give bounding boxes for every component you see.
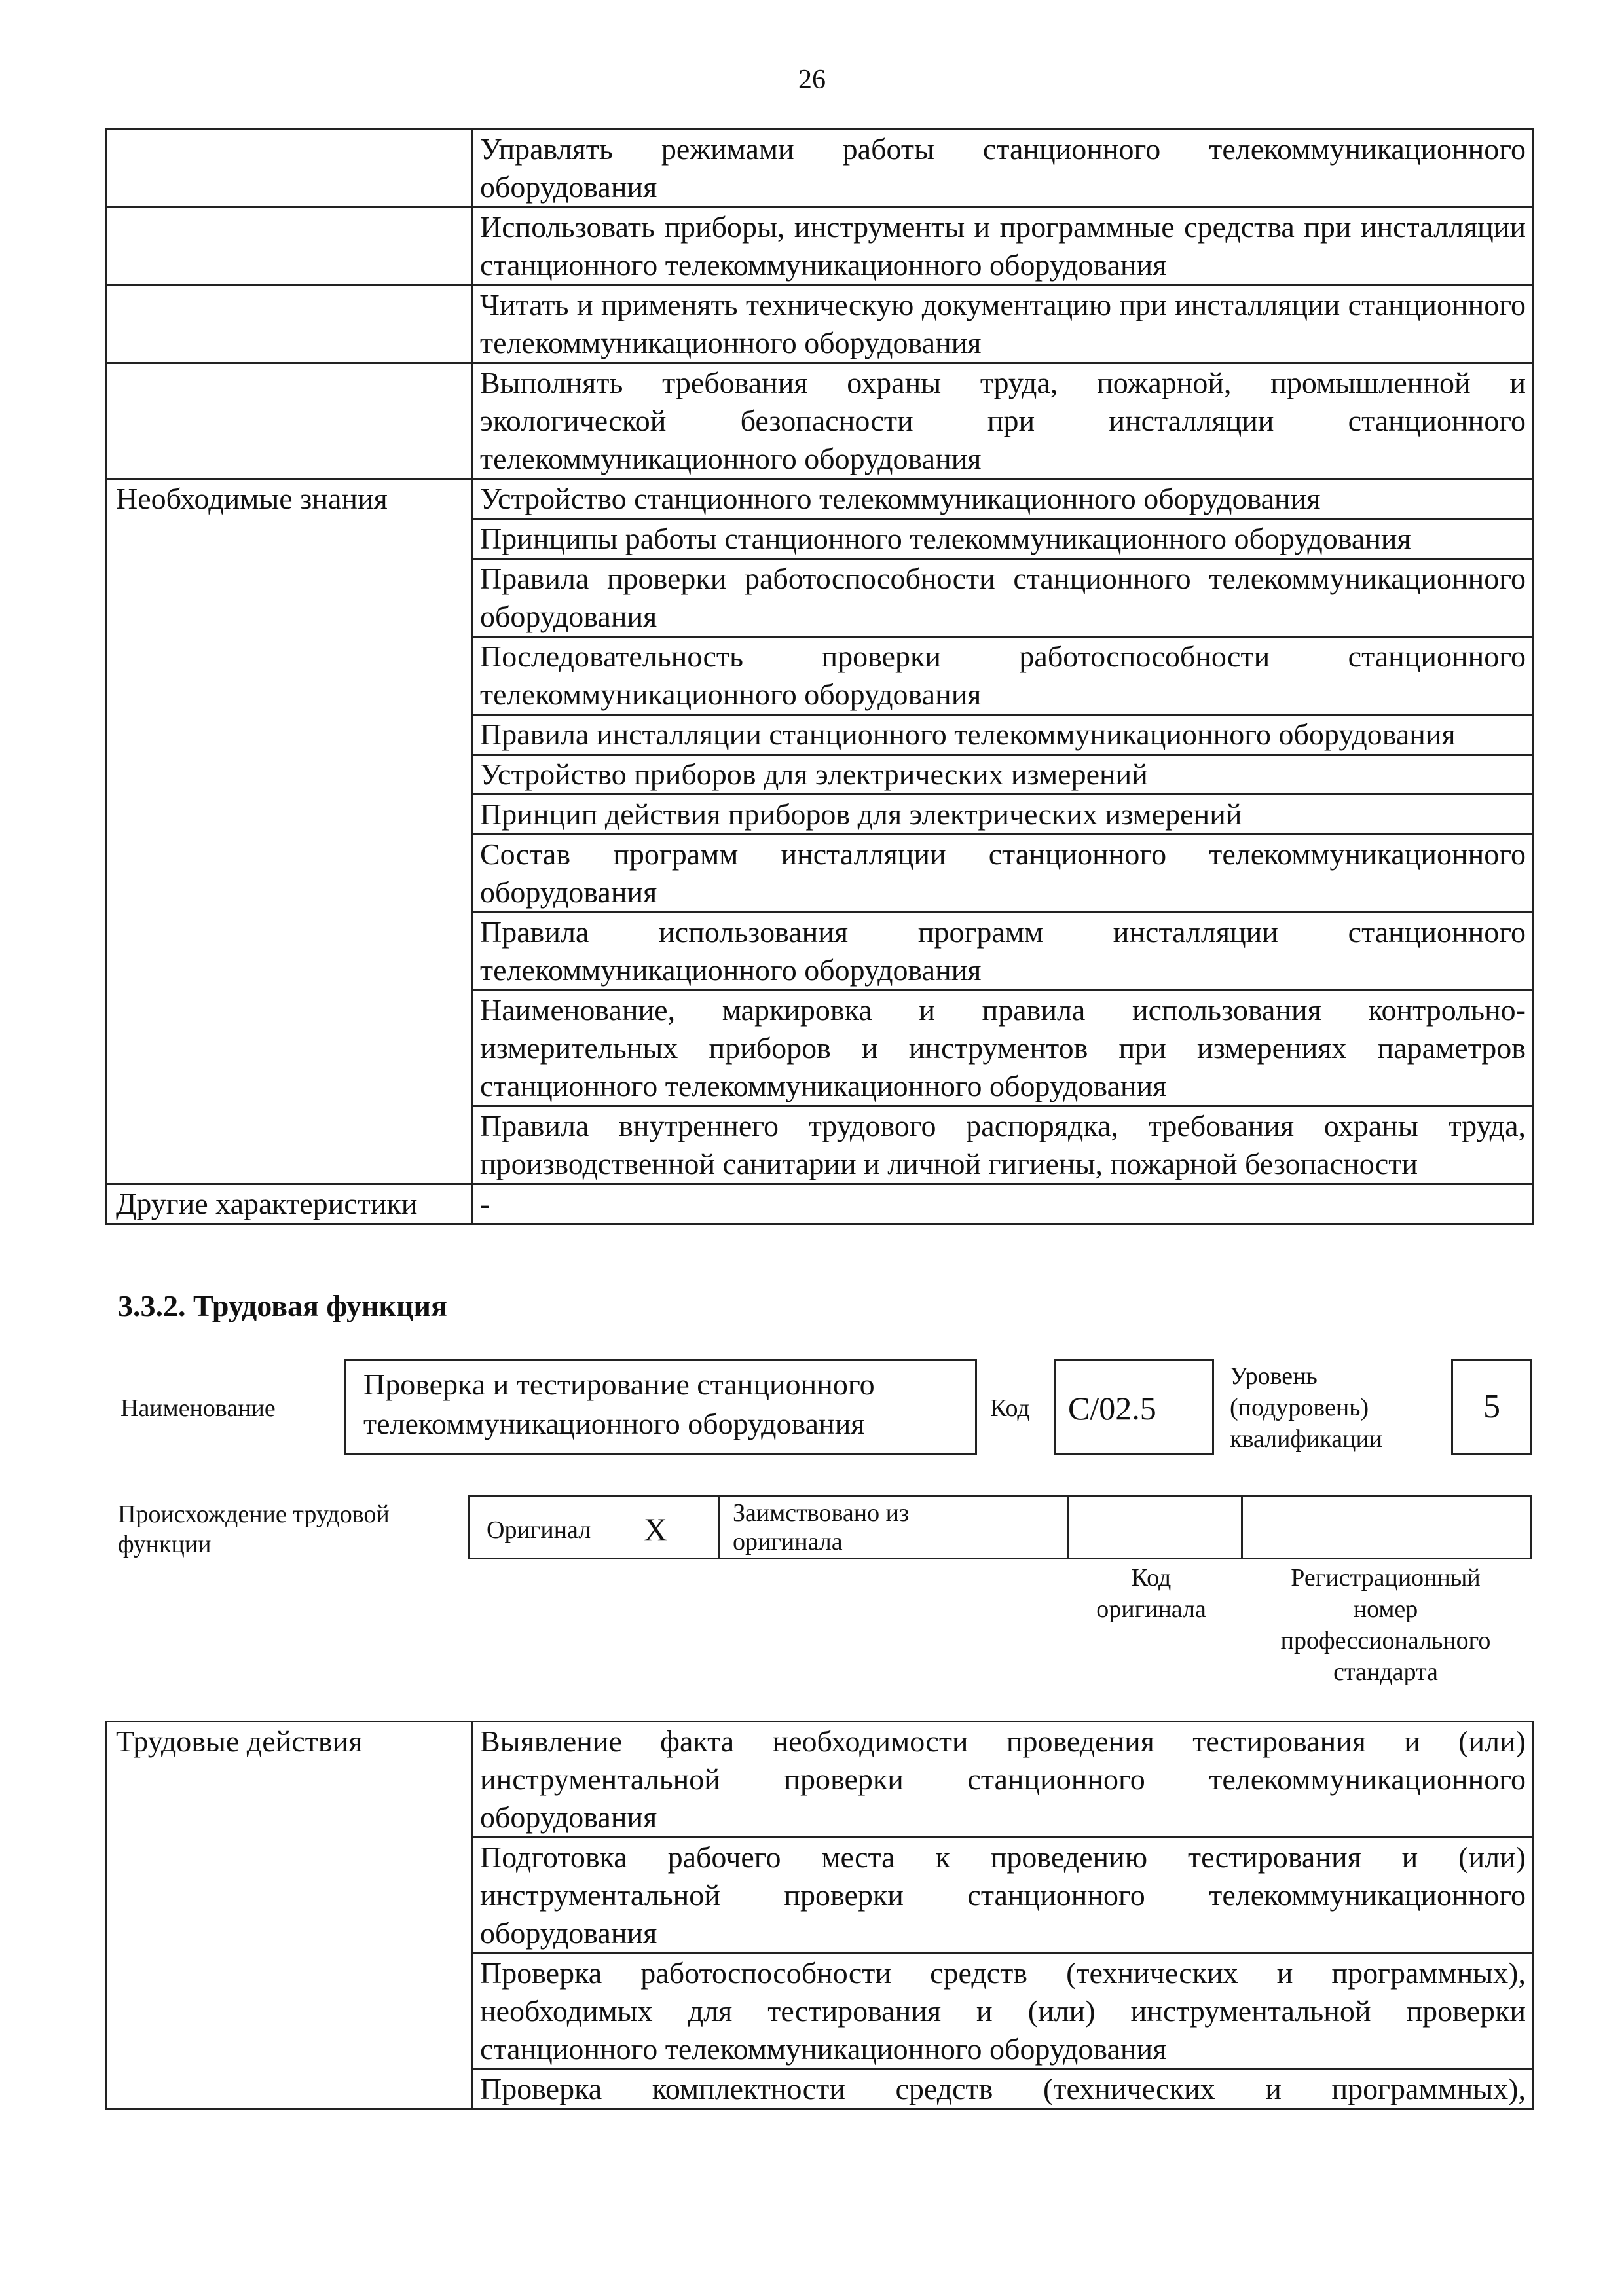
table-row — [106, 363, 1534, 479]
knowledge-item: Правила проверки работоспособности станционного телекоммуникационного оборудования — [473, 559, 1534, 637]
table-row — [106, 130, 1534, 208]
origin-label: Происхождение трудовой функции — [118, 1501, 390, 1558]
name-label: Наименование — [120, 1394, 276, 1422]
level-value: 5 — [1483, 1388, 1500, 1425]
original-code-caption: Код оригинала — [1096, 1564, 1206, 1623]
knowledge-item: Принцип действия приборов для электрических измерений — [473, 795, 1534, 835]
competency-table — [105, 128, 1534, 1225]
table-row — [106, 285, 1534, 363]
origin-box — [468, 1495, 1532, 1559]
knowledge-item: Состав программ инсталляции станционного телекоммуникационного оборудования — [473, 835, 1534, 913]
table-row — [106, 1722, 1534, 1838]
knowledge-item: Правила инсталляции станционного телекоммуникационного оборудования — [473, 715, 1534, 755]
skill-item: Выполнять требования охраны труда, пожарной, промышленной и экологической безопасности при инсталляции станционного телекоммуникационного оборудования — [473, 363, 1534, 479]
section-title: 3.3.2. Трудовая функция — [118, 1289, 447, 1322]
labour-action-item: Проверка комплектности средств (технических и программных), — [473, 2069, 1534, 2109]
table-row — [106, 1184, 1534, 1224]
labour-action-item: Подготовка рабочего места к проведению тестирования и (или) инструментальной проверки станционного телекоммуникационного оборудования — [473, 1838, 1534, 1954]
skill-item: Читать и применять техническую документацию при инсталляции станционного телекоммуникационного оборудования — [473, 285, 1534, 363]
qualification-level-label: Уровень (подуровень) квалификации — [1230, 1362, 1383, 1453]
skills-label-cell — [106, 130, 473, 208]
knowledge-item: Устройство приборов для электрических измерений — [473, 755, 1534, 795]
knowledge-item: Правила внутреннего трудового распорядка, требования охраны труда, производственной санитарии и личной гигиены, пожарной безопасности — [473, 1106, 1534, 1184]
code-box — [1054, 1359, 1214, 1455]
knowledge-item: Последовательность проверки работоспособности станционного телекоммуникационного оборудования — [473, 637, 1534, 715]
function-name-line: Проверка и тестирование станционного — [363, 1368, 875, 1401]
registration-number-caption: Регистрационный номер профессионального стандарта — [1280, 1564, 1491, 1686]
original-label: Оригинал — [487, 1516, 591, 1544]
knowledge-item: Принципы работы станционного телекоммуникационного оборудования — [473, 519, 1534, 559]
function-name-box — [344, 1359, 977, 1455]
labour-action-item: Проверка работоспособности средств (технических и программных), необходимых для тестирования и (или) инструментальной проверки станционного телекоммуникационного оборудования — [473, 1954, 1534, 2069]
original-mark: X — [644, 1511, 668, 1548]
code-label: Код — [990, 1394, 1030, 1422]
labour-actions-label: Трудовые действия — [106, 1722, 473, 2109]
knowledge-item: Устройство станционного телекоммуникационного оборудования — [473, 479, 1534, 519]
other-characteristics-value: - — [473, 1184, 1534, 1224]
borrowed-label: Заимствовано из оригинала — [733, 1499, 909, 1556]
code-value: C/02.5 — [1068, 1390, 1156, 1427]
skill-item: Использовать приборы, инструменты и программные средства при инсталляции станционного телекоммуникационного оборудования — [473, 208, 1534, 285]
skill-item: Управлять режимами работы станционного телекоммуникационного оборудования — [473, 130, 1534, 208]
other-characteristics-label: Другие характеристики — [106, 1184, 473, 1224]
page-number: 26 — [798, 65, 826, 95]
labour-action-item: Выявление факта необходимости проведения тестирования и (или) инструментальной проверки станционного телекоммуникационного оборудования — [473, 1722, 1534, 1838]
table-row — [106, 208, 1534, 285]
knowledge-item: Правила использования программ инсталляции станционного телекоммуникационного оборудования — [473, 913, 1534, 991]
function-name-line: телекоммуникационного оборудования — [363, 1407, 865, 1440]
knowledge-label: Необходимые знания — [106, 479, 473, 1184]
knowledge-item: Наименование, маркировка и правила использования контрольно-измерительных приборов и инструментов при измерениях параметров станционного телекоммуникационного оборудования — [473, 991, 1534, 1106]
labour-actions-table — [105, 1721, 1534, 2110]
level-box — [1451, 1359, 1532, 1455]
table-row — [106, 479, 1534, 519]
